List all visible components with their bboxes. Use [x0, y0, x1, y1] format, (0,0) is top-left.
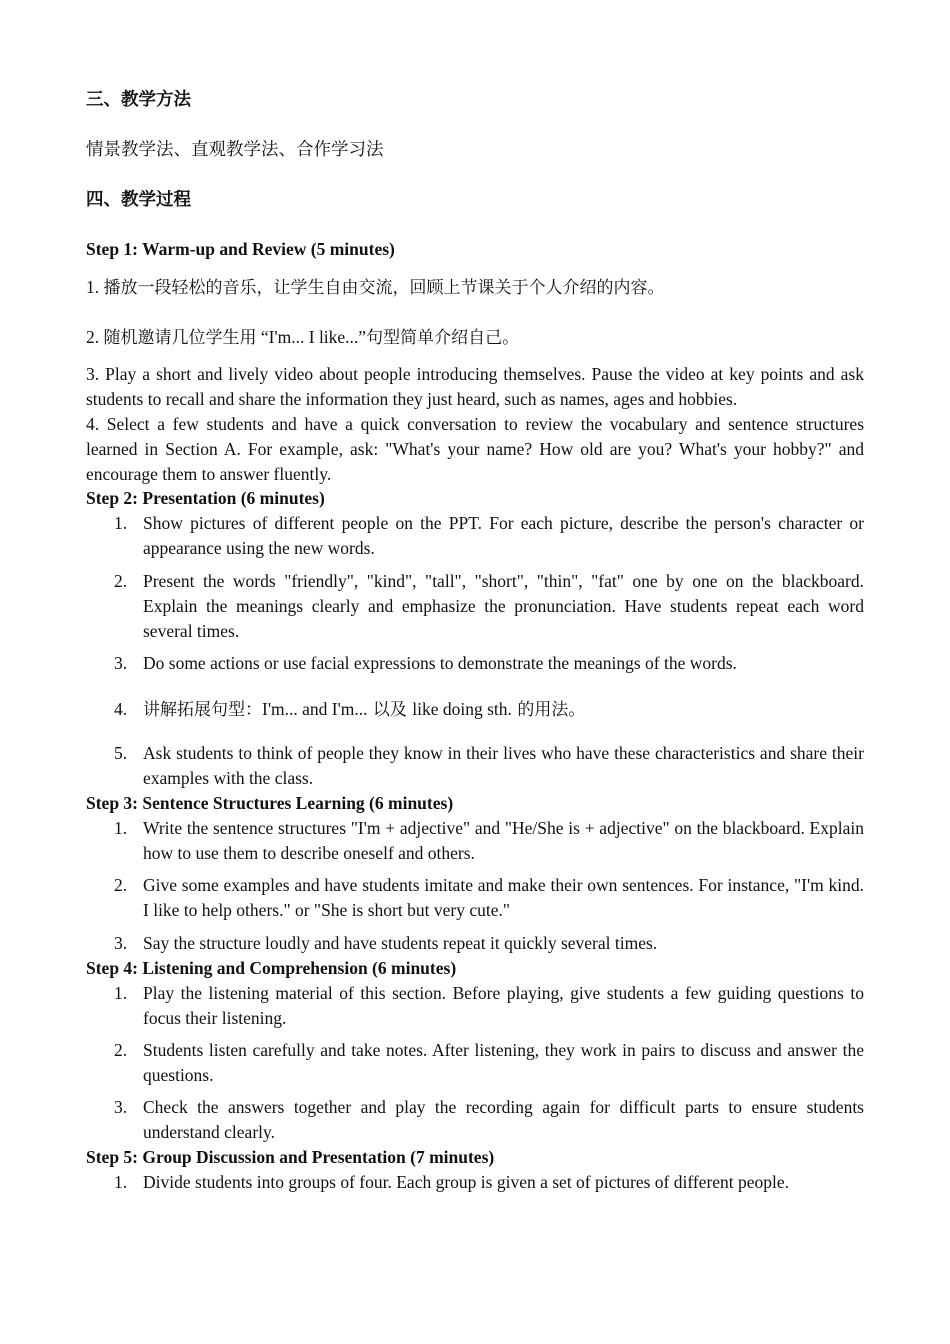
teaching-methods-list: 情景教学法、直观教学法、合作学习法 [86, 140, 384, 160]
list-item-number: 2. [114, 571, 128, 591]
step1-p1-text: 播放一段轻松的音乐，让学生自由交流，回顾上节课关于个人介绍的内容。 [103, 278, 665, 298]
list-item-text [143, 697, 864, 723]
section-heading-teaching-methods: 三、教学方法 [86, 90, 191, 110]
step3-title: Step 3: Sentence Structures Learning (6 minutes) [86, 793, 454, 813]
list-item-text-cn-a: 讲解拓展句型： [143, 700, 262, 720]
list-item-number: 3. [114, 933, 128, 953]
step5-title: Step 5: Group Discussion and Presentation (7 minutes) [86, 1147, 495, 1167]
step1-paragraph-3: 3. Play a short and lively video about people introducing themselves. Pause the video at key points and ask students to recall and share the information they just heard, such as names, ages and hobbies. [86, 364, 864, 409]
step1-title: Step 1: Warm-up and Review (5 minutes) [86, 239, 395, 259]
list-item-number: 5. [114, 743, 128, 763]
step1-paragraph-4: 4. Select a few students and have a quick conversation to review the vocabulary and sentence structures learned in Section A. For example, ask: "What's your name? How old are you? What's your hobby?" and encourage them to answer fluently. [86, 414, 864, 484]
list-item-text: Students listen carefully and take notes. After listening, they work in pairs to discuss and answer the questions. [143, 1040, 864, 1085]
list-item-text: Divide students into groups of four. Each group is given a set of pictures of different people. [143, 1172, 790, 1192]
list-item-text: Give some examples and have students imitate and make their own sentences. For instance, "I'm kind. I like to help others." or "She is short but very cute." [143, 875, 864, 920]
list-item-number: 1. [114, 983, 128, 1003]
step1-paragraph-2 [86, 325, 864, 351]
step1-p2-quote: “I'm... I like...” [260, 327, 367, 347]
list-item-number: 3. [114, 1097, 128, 1117]
list-item-text: Write the sentence structures "I'm + adjective" and "He/She is + adjective" on the blackboard. Explain how to use them to describe oneself and others. [143, 818, 864, 863]
step1-p2-text-a: 随机邀请几位学生用 [103, 328, 257, 348]
list-item-number: 1. [114, 818, 128, 838]
list-item-text: Show pictures of different people on the PPT. For each picture, describe the person's character or appearance using the new words. [143, 513, 864, 558]
list-item-number: 2. [114, 1040, 128, 1060]
step1-p1-number: 1. [86, 277, 100, 297]
list-item-text: Do some actions or use facial expressions to demonstrate the meanings of the words. [143, 653, 737, 673]
list-item-number: 3. [114, 653, 128, 673]
list-item-text: Say the structure loudly and have students repeat it quickly several times. [143, 933, 658, 953]
section-heading-teaching-process: 四、教学过程 [86, 190, 191, 210]
list-item-text-en-b: like doing sth. [412, 699, 512, 719]
list-item-text-cn-b: 以及 [367, 700, 413, 720]
step1-paragraph-1 [86, 275, 864, 301]
step1-p2-text-b: 句型简单介绍自己。 [366, 328, 520, 348]
list-item-number: 1. [114, 1172, 128, 1192]
list-item-text: Ask students to think of people they know in their lives who have these characteristics and share their examples with the class. [143, 743, 864, 788]
step2-title: Step 2: Presentation (6 minutes) [86, 488, 325, 508]
list-item-number: 2. [114, 875, 128, 895]
list-item-number: 1. [114, 513, 128, 533]
step1-p2-number: 2. [86, 327, 100, 347]
list-item-text-en-a: I'm... and I'm... [262, 699, 368, 719]
step4-title: Step 4: Listening and Comprehension (6 minutes) [86, 958, 457, 978]
list-item-text: Present the words "friendly", "kind", "tall", "short", "thin", "fat" one by one on the blackboard. Explain the meanings clearly and emphasize the pronunciation. Have students repeat each word several times. [143, 571, 864, 641]
list-item-text: Play the listening material of this section. Before playing, give students a few guiding questions to focus their listening. [143, 983, 864, 1028]
list-item-text: Check the answers together and play the recording again for difficult parts to ensure students understand clearly. [143, 1097, 864, 1142]
list-item-number: 4. [114, 699, 128, 719]
list-item-text-cn-c: 的用法。 [511, 700, 586, 720]
